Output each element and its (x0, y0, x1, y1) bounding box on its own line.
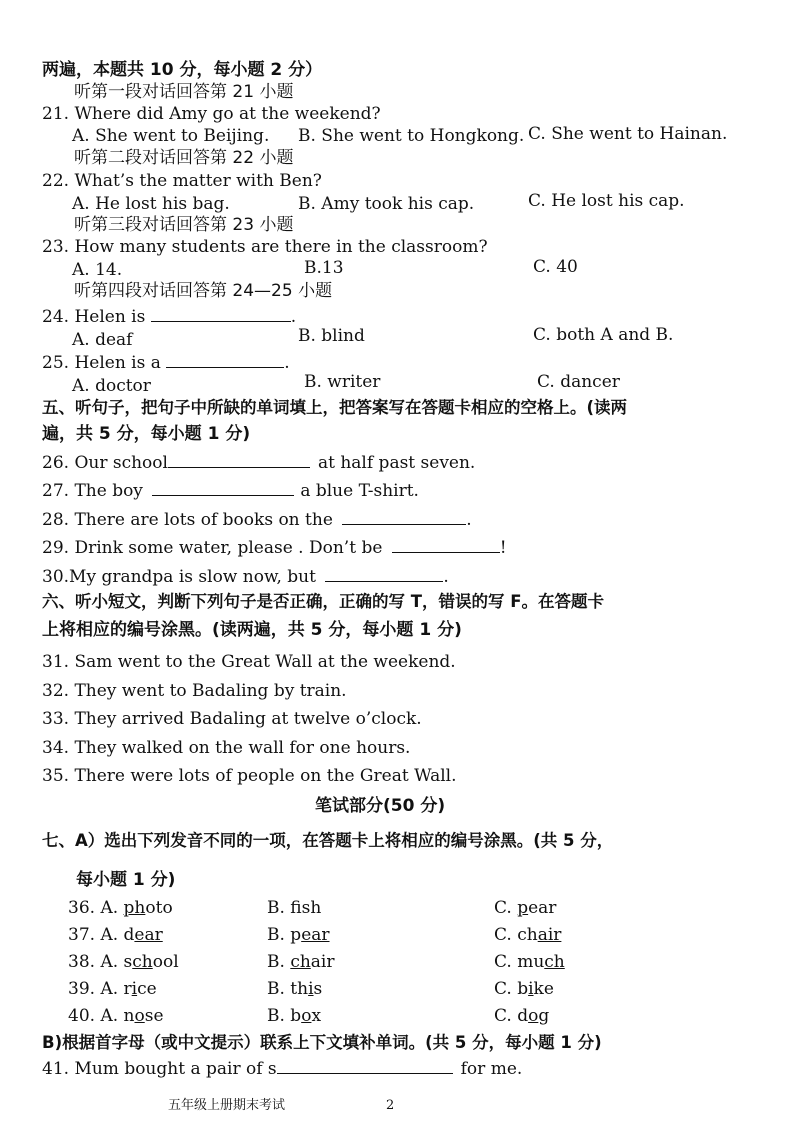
question-text-end: a blue T-shirt. (300, 481, 419, 501)
statement-35: 35. There were lots of people on the Great Wall. (42, 766, 457, 786)
word-part: C. (494, 898, 518, 918)
underlined-letters: ear (301, 925, 330, 945)
answer-blank[interactable] (168, 453, 310, 468)
footer-exam-title: 五年级上册期末考试 (168, 1098, 286, 1113)
statement-31: 31. Sam went to the Great Wall at the weekend. (42, 652, 456, 672)
phonics-option-37-b (267, 925, 330, 945)
option-a: A. He lost his bag. (72, 194, 230, 214)
phonics-option-38-a (68, 952, 179, 972)
question-30 (42, 567, 449, 587)
phonics-option-38-b (267, 952, 335, 972)
section-6-title: 六、听小短文，判断下列句子是否正确，正确的写 T，错误的写 F。在答题卡 (42, 592, 605, 611)
option-b: B. blind (298, 326, 365, 346)
question-29 (42, 538, 507, 558)
word-part: C. d (494, 1006, 529, 1026)
underlined-letters: air (537, 925, 562, 945)
question-text: 41. Mum bought a pair of s (42, 1059, 277, 1079)
question-text: 25. Helen is a (42, 353, 161, 373)
question-text: 30.My grandpa is slow now, but (42, 567, 316, 587)
question-text: 24. Helen is (42, 307, 146, 327)
phonics-option-36-c (494, 898, 556, 918)
question-28 (42, 510, 472, 530)
answer-blank[interactable] (151, 307, 291, 322)
underlined-letters: o (134, 1006, 145, 1026)
option-b: B.13 (304, 258, 344, 278)
question-text: 28. There are lots of books on the (42, 510, 333, 530)
question-24 (42, 307, 296, 327)
question-text: 27. The boy (42, 481, 143, 501)
option-b: B. writer (304, 372, 381, 392)
section-6-title-cont: 上将相应的编号涂黑。(读两遍，共 5 分，每小题 1 分) (42, 620, 462, 640)
question-25 (42, 353, 290, 373)
question-text-end: at half past seven. (317, 453, 476, 473)
word-part: 38. A. s (68, 952, 133, 972)
underlined-letters: ch (544, 952, 565, 972)
word-part: ce (137, 979, 157, 999)
question-text: 26. Our school (42, 453, 168, 473)
word-part: s (313, 979, 323, 999)
underlined-letters: o (528, 1006, 539, 1026)
word-part: B. (267, 952, 291, 972)
word-part: 36. A. (68, 898, 124, 918)
section-5-title-cont: 遍，共 5 分，每小题 1 分) (42, 424, 251, 444)
dialogue-instruction: 听第一段对话回答第 21 小题 (74, 82, 294, 102)
section-7-title-cont: 每小题 1 分) (76, 870, 176, 890)
word-part: oto (145, 898, 173, 918)
question-text-end: for me. (460, 1059, 523, 1079)
option-c: C. both A and B. (533, 325, 674, 345)
question-26 (42, 453, 475, 473)
dialogue-instruction: 听第三段对话回答第 23 小题 (74, 215, 294, 235)
underlined-letters: ch (132, 952, 153, 972)
underlined-letters: ear (134, 925, 163, 945)
section-b-title: B)根据首字母（或中文提示）联系上下文填补单词。(共 5 分，每小题 1 分) (42, 1033, 602, 1052)
phonics-option-40-a (68, 1006, 164, 1026)
question-end: . (284, 353, 290, 373)
phonics-option-36-a (68, 898, 173, 918)
question-27 (42, 481, 419, 501)
question-end: . (290, 307, 297, 327)
option-a: A. deaf (72, 330, 133, 350)
option-c: C. She went to Hainan. (528, 124, 728, 144)
dialogue-instruction: 听第四段对话回答第 24—25 小题 (74, 281, 333, 301)
section-7-title: 七、A）选出下列发音不同的一项，在答题卡上将相应的编号涂黑。(共 5 分， (42, 831, 614, 850)
option-a: A. She went to Beijing. (72, 126, 270, 146)
question-22: 22. What’s the matter with Ben? (42, 171, 322, 191)
phonics-option-39-a (68, 979, 157, 999)
answer-blank[interactable] (152, 481, 294, 496)
word-part: 37. A. d (68, 925, 135, 945)
underlined-letters: i (308, 979, 314, 999)
word-part: ear (528, 898, 557, 918)
phonics-option-38-c (494, 952, 565, 972)
statement-32: 32. They went to Badaling by train. (42, 681, 347, 701)
underlined-letters: i (528, 979, 534, 999)
section-5-title: 五、听句子，把句子中所缺的单词填上，把答案写在答题卡相应的空格上。(读两 (42, 398, 628, 417)
word-part: ke (533, 979, 554, 999)
written-part-heading: 笔试部分(50 分) (315, 796, 446, 816)
option-c: C. dancer (537, 372, 620, 392)
word-part: 39. A. r (68, 979, 132, 999)
answer-blank[interactable] (342, 510, 466, 525)
word-part: air (310, 952, 335, 972)
phonics-option-36-b (267, 898, 321, 918)
word-part: se (144, 1006, 164, 1026)
question-text-end: ! (499, 538, 507, 558)
underlined-letters: ph (123, 898, 146, 918)
statement-34: 34. They walked on the wall for one hours. (42, 738, 411, 758)
underlined-letters: ch (290, 952, 311, 972)
dialogue-instruction: 听第二段对话回答第 22 小题 (74, 148, 294, 168)
question-23: 23. How many students are there in the classroom? (42, 237, 488, 257)
option-a: A. 14. (72, 260, 123, 280)
option-a: A. doctor (72, 376, 151, 396)
underlined-letters: i (131, 979, 138, 999)
page-number: 2 (386, 1098, 395, 1113)
phonics-option-37-c (494, 925, 561, 945)
question-21: 21. Where did Amy go at the weekend? (42, 104, 381, 124)
phonics-option-37-a (68, 925, 163, 945)
word-part: sh (301, 898, 322, 918)
word-part: B. th (267, 979, 309, 999)
question-text-end: . (466, 510, 472, 530)
option-b: B. She went to Hongkong. (298, 126, 525, 146)
statement-33: 33. They arrived Badaling at twelve o’clock. (42, 709, 422, 729)
option-c: C. 40 (533, 257, 578, 277)
word-part: C. mu (494, 952, 545, 972)
word-part: ool (152, 952, 179, 972)
answer-blank[interactable] (277, 1059, 453, 1074)
answer-blank[interactable] (325, 567, 443, 582)
phonics-option-39-c (494, 979, 554, 999)
word-part: 40. A. n (68, 1006, 135, 1026)
option-b: B. Amy took his cap. (298, 194, 475, 214)
question-text: 29. Drink some water, please . Don’t be (42, 538, 383, 558)
score-note: 两遍，本题共 10 分，每小题 2 分） (42, 60, 323, 80)
word-part: C. b (494, 979, 529, 999)
answer-blank[interactable] (166, 353, 284, 368)
question-41 (42, 1059, 522, 1079)
word-part: g (538, 1006, 550, 1026)
answer-blank[interactable] (392, 538, 500, 553)
word-part: x (311, 1006, 322, 1026)
phonics-option-40-c (494, 1006, 549, 1026)
word-part: C. ch (494, 925, 538, 945)
underlined-letters: o (301, 1006, 312, 1026)
question-text-end: . (443, 567, 449, 587)
option-c: C. He lost his cap. (528, 191, 685, 211)
underlined-letters: p (517, 898, 529, 918)
phonics-option-39-b (267, 979, 322, 999)
phonics-option-40-b (267, 1006, 321, 1026)
word-part: B. p (267, 925, 302, 945)
word-part: B. b (267, 1006, 302, 1026)
word-part: B. f (267, 898, 302, 918)
